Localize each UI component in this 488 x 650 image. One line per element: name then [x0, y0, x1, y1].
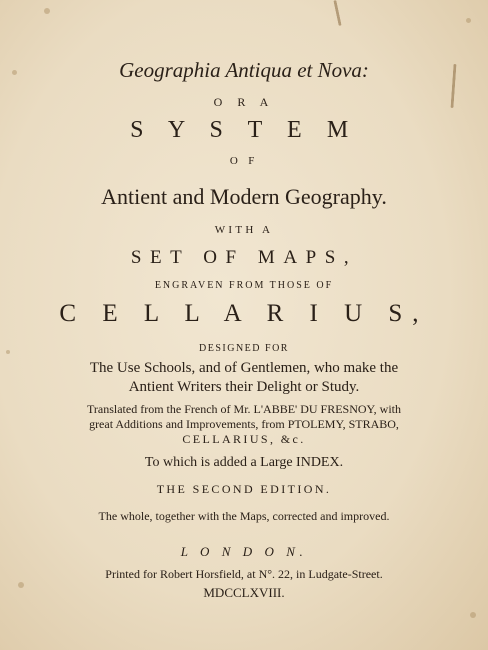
antient-writers-line: Antient Writers their Delight or Study. [128, 379, 360, 395]
edition-line: THE SECOND EDITION. [156, 482, 332, 496]
paper-damage-mark [333, 0, 341, 26]
set-of-maps: SET OF MAPS, [130, 247, 358, 268]
of-line: O F [229, 155, 259, 167]
foxing-stain [466, 18, 471, 23]
publication-year: MDCCLXVIII. [203, 585, 285, 600]
use-schools-line: The Use Schools, and of Gentlemen, who make the [89, 360, 399, 376]
foxing-stain [44, 8, 50, 14]
great-additions-line: great Additions and Improvements, from PTOLEMY, STRABO, [89, 417, 399, 431]
system-heading: S Y S T E M [130, 117, 358, 143]
with-a-line: WITH A [214, 224, 274, 236]
engraven-line: ENGRAVEN FROM THOSE OF [154, 280, 334, 291]
antient-modern-geography: Antient and Modern Geography. [101, 184, 387, 209]
index-line: To which is added a Large INDEX. [144, 455, 344, 470]
printed-for-line: Printed for Robert Horsfield, at N°. 22, in Ludgate-Street. [105, 567, 383, 581]
or-a-line: O R A [213, 95, 275, 109]
foxing-stain [470, 612, 476, 618]
cellarius-etc-line: CELLARIUS, &c. [182, 432, 306, 446]
london-line: L O N D O N. [180, 544, 308, 559]
cellarius-heading: C E L L A R I U S, [59, 300, 429, 327]
corrected-line: The whole, together with the Maps, corrected and improved. [98, 509, 390, 523]
translated-line: Translated from the French of Mr. L'ABBE' DU FRESNOY, with [87, 402, 401, 416]
designed-for-line: DESIGNED FOR [199, 343, 289, 354]
main-title: Geographia Antiqua et Nova: [119, 58, 369, 82]
